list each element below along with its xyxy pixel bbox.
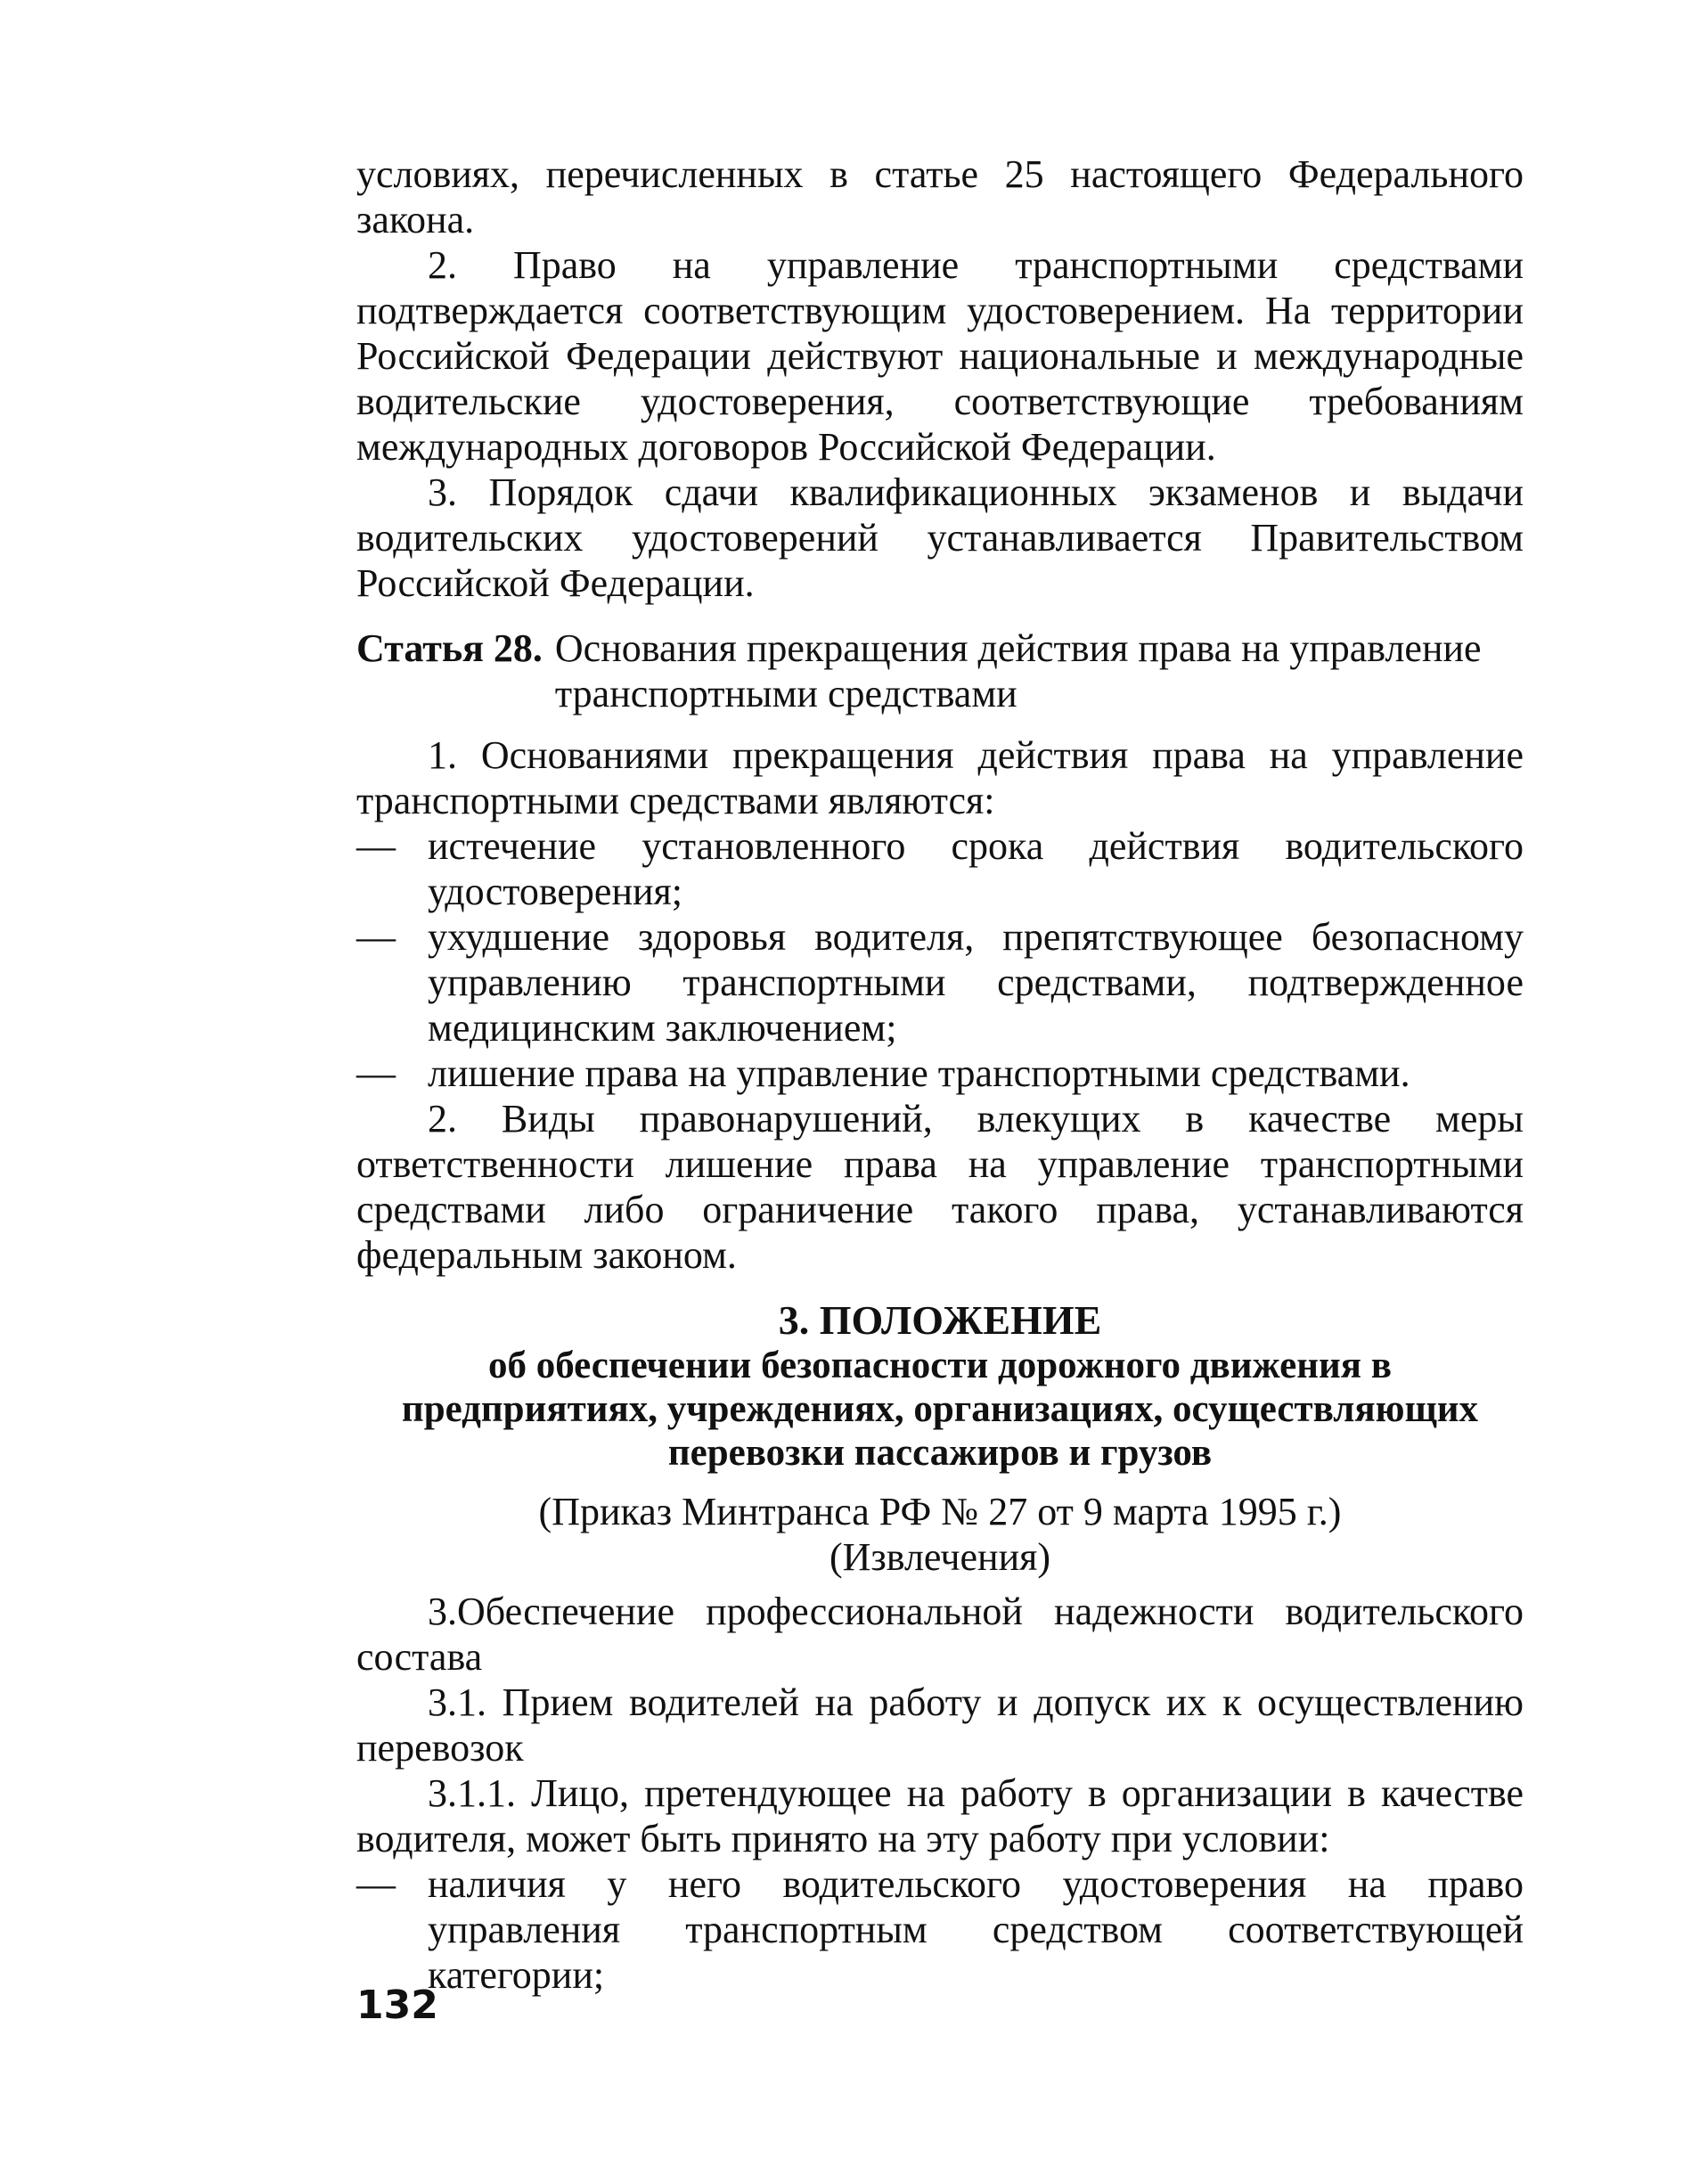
dash-marker: — bbox=[356, 824, 396, 868]
dash-marker: — bbox=[356, 1051, 396, 1095]
list-item bbox=[356, 823, 1524, 914]
article-title: Основания прекращения действия права на управление транспортными средствами bbox=[554, 626, 1482, 715]
paragraph-article27-clause2: 2. Право на управление транспортными средствами подтверждается соответствующим удостоверением. На территории Российской Федерации действуют национальные и международные водительские удостоверения, соответствующие требованиям международных договоров Российской Федерации. bbox=[356, 243, 1524, 469]
list-item-text: наличия у него водительского удостоверения на право управления транспортным средством соответствующей категории; bbox=[428, 1862, 1524, 1997]
paragraph-article28-clause2: 2. Виды правонарушений, влекущих в качестве меры ответственности лишение права на управление транспортными средствами либо ограничение такого права, устанавливаются федеральным законом. bbox=[356, 1097, 1524, 1277]
order-reference: (Приказ Минтранса РФ № 27 от 9 марта 1995 г.) bbox=[538, 1490, 1342, 1533]
paragraph-section3-1: 3.1. Прием водителей на работу и допуск их к осуществлению перевозок bbox=[356, 1680, 1524, 1770]
list-item bbox=[356, 1051, 1524, 1096]
extract-note: (Извлечения) bbox=[829, 1535, 1051, 1579]
paragraph-section3-1-1: 3.1.1. Лицо, претендующее на работу в организации в качестве водителя, может быть принято на эту работу при условии: bbox=[356, 1771, 1524, 1860]
list-item-text: ухудшение здоровья водителя, препятствующее безопасному управлению транспортными средствами, подтвержденное медицинским заключением; bbox=[428, 915, 1524, 1050]
article-28-heading bbox=[356, 625, 1524, 716]
dash-marker: — bbox=[356, 1862, 396, 1906]
paragraph-continuation: условиях, перечисленных в статье 25 настоящего Федерального закона. bbox=[356, 152, 1524, 241]
list-item bbox=[356, 1861, 1524, 1998]
paragraph-section3: 3.Обеспечение профессиональной надежности водительского состава bbox=[356, 1590, 1524, 1679]
paragraph-article28-clause1: 1. Основаниями прекращения действия права на управление транспортными средствами являются: bbox=[356, 733, 1524, 822]
dash-marker: — bbox=[356, 915, 396, 959]
article-number: Статья 28. bbox=[356, 626, 543, 670]
section-subtitle: об обеспечении безопасности дорожного движения в предприятиях, учреждениях, организациях, осуществляющих перевозки пассажиров и грузов bbox=[401, 1345, 1479, 1474]
paragraph-article27-clause3: 3. Порядок сдачи квалификационных экзаменов и выдачи водительских удостоверений устанавливается Правительством Российской Федерации. bbox=[356, 470, 1524, 605]
document-page bbox=[356, 151, 1524, 1998]
list-item bbox=[356, 914, 1524, 1051]
section-title: 3. ПОЛОЖЕНИЕ bbox=[778, 1297, 1102, 1343]
source-reference bbox=[356, 1489, 1524, 1580]
list-item-text: лишение права на управление транспортными средствами. bbox=[428, 1051, 1410, 1095]
list-item-text: истечение установленного срока действия водительского удостоверения; bbox=[428, 824, 1524, 913]
page-number: 132 bbox=[356, 1983, 438, 2028]
section-3-heading bbox=[356, 1297, 1524, 1475]
